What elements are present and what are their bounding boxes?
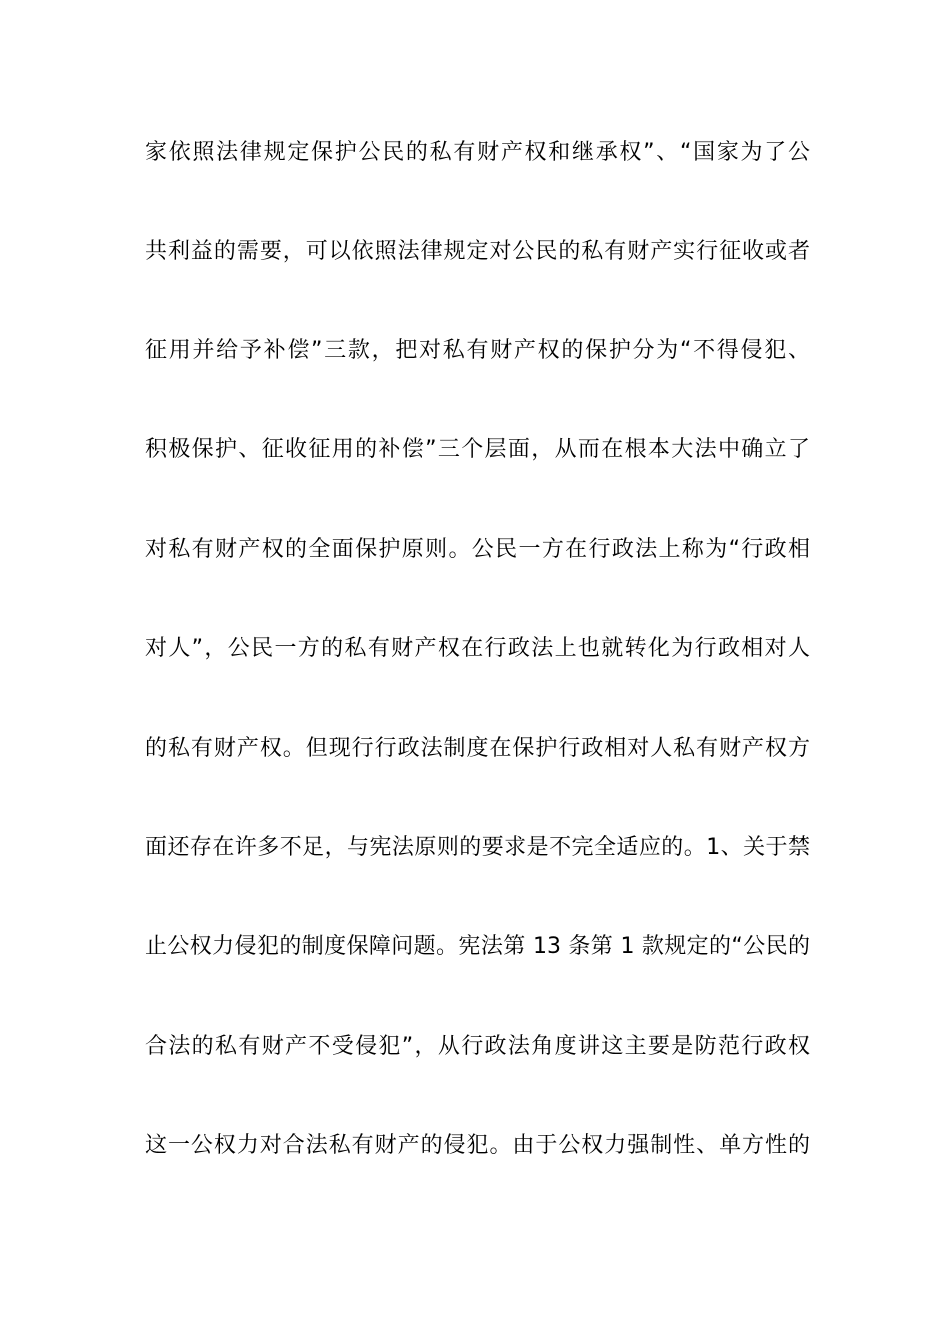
text-line: 这一公权力对合法私有财产的侵犯。由于公权力强制性、单方性的 xyxy=(145,1133,810,1158)
text-line: 共利益的需要，可以依照法律规定对公民的私有财产实行征收或者 xyxy=(145,239,810,264)
text-line: 止公权力侵犯的制度保障问题。宪法第 13 条第 1 款规定的“公民的 xyxy=(145,934,810,959)
text-line: 征用并给予补偿”三款，把对私有财产权的保护分为“不得侵犯、 xyxy=(145,338,810,363)
text-line: 合法的私有财产不受侵犯”，从行政法角度讲这主要是防范行政权 xyxy=(145,1034,810,1059)
text-line: 对人”，公民一方的私有财产权在行政法上也就转化为行政相对人 xyxy=(145,636,810,661)
text-line: 家依照法律规定保护公民的私有财产权和继承权”、“国家为了公 xyxy=(145,140,810,165)
text-line: 积极保护、征收征用的补偿”三个层面，从而在根本大法中确立了 xyxy=(145,437,810,462)
text-line: 的私有财产权。但现行行政法制度在保护行政相对人私有财产权方 xyxy=(145,736,810,761)
text-line: 面还存在许多不足，与宪法原则的要求是不完全适应的。1、关于禁 xyxy=(145,835,810,860)
text-line: 对私有财产权的全面保护原则。公民一方在行政法上称为“行政相 xyxy=(145,537,810,562)
